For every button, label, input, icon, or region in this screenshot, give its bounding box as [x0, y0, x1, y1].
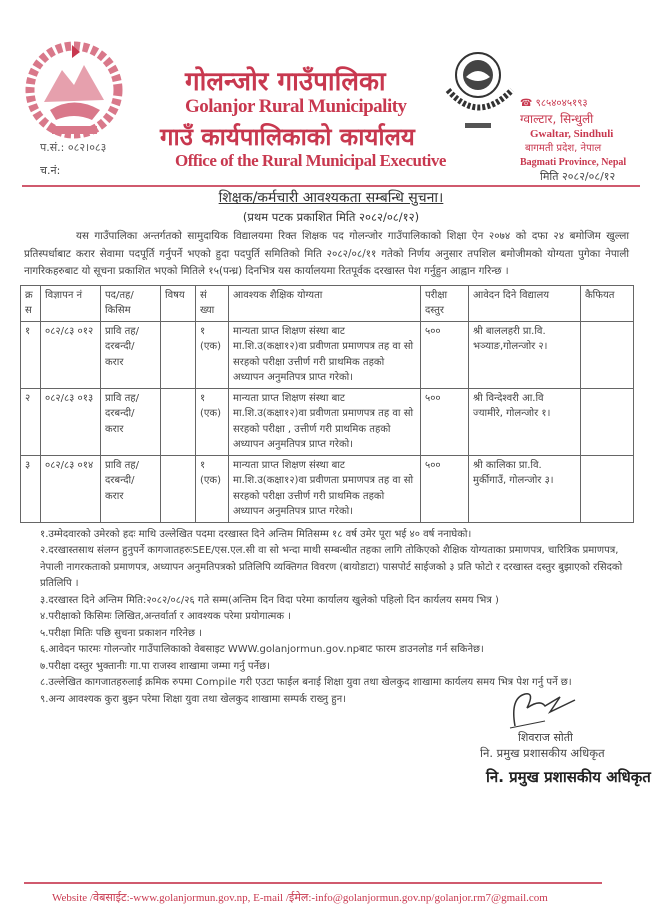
address-np: ग्वाल्टार, सिन्धुली — [520, 112, 594, 126]
table-cell: ०८२/८३ ०१२ — [41, 321, 101, 388]
table-cell: १ — [21, 321, 41, 388]
notes-list — [20, 527, 633, 709]
table-row — [21, 321, 634, 388]
note-item: ३.दरखास्त दिने अन्तिम मिति:२०८२/०८/२६ गते सम्म(अन्तिम दिन विदा परेमा कार्यालय खुलेको पहिलो दिन कार्यलय समय भित्र ) — [40, 594, 499, 606]
column-header: कैफियत — [581, 285, 634, 321]
notice-heading — [0, 189, 662, 207]
table-cell: १ (एक) — [196, 455, 229, 522]
table-row — [21, 388, 634, 455]
table-cell — [161, 321, 196, 388]
table-header-row — [21, 285, 634, 321]
table-cell: श्री बाललहरी प्रा.वि. भञ्याङ,गोलन्जोर २। — [469, 321, 581, 388]
designation-stamp: नि. प्रमुख प्रशासकीय अधिकृत — [486, 768, 651, 786]
phone-number: ☎ ९८५४०४५१९३ — [520, 98, 588, 109]
column-header: आवश्यक शैक्षिक योग्यता — [229, 285, 421, 321]
signatory-title: नि. प्रमुख प्रशासकीय अधिकृत — [480, 746, 605, 760]
column-header: परीक्षा दस्तुर — [421, 285, 469, 321]
table-cell — [161, 455, 196, 522]
table-cell: मान्यता प्राप्त शिक्षण संस्था बाट मा.शि.उ(कक्षा१२)वा प्रवीणता प्रमाणपत्र तह वा सो सरहको परीक्षा , उत्तीर्ण गरी प्राथमिक तहको अध्यापन अनुमतिपत्र प्राप्त गरेको। — [229, 388, 421, 455]
table-cell: प्रावि तह/ दरबन्दी/ करार — [101, 388, 161, 455]
footer-divider — [24, 882, 602, 884]
footer-contact: Website /वेबसाईट:-www.golanjormun.gov.np, E-mail /ईमेल:-info@golanjormun.gov.np/golanjor.rm7@gmail.com — [52, 892, 548, 904]
note-item: ७.परीक्षा दस्तुर भुक्तानीः गा.पा राजस्व शाखामा जम्मा गर्नु पर्नेछ। — [40, 660, 270, 672]
note-item: ५.परीक्षा मितिः पछि सुचना प्रकाशन गरिनेछ । — [40, 627, 202, 639]
province-en: Bagmati Province, Nepal — [520, 157, 627, 168]
notice-subheading: (प्रथम पटक प्रकाशित मिति २०८२/०८/१२) — [242, 210, 420, 224]
reference-number: प.सं.: ०८२।०८३ — [40, 141, 107, 154]
column-header: विषय — [161, 285, 196, 321]
table-cell: मान्यता प्राप्त शिक्षण संस्था बाट मा.शि.उ(कक्षा१२)वा प्रवीणता प्रमाणपत्र तह वा सो सरहको परीक्षा उत्तीर्ण गरी प्राथमिक तहको अध्यापन अनुमतिपत्र प्राप्त गरेको। — [229, 321, 421, 388]
nepal-emblem-logo — [22, 40, 127, 140]
column-header: पद/तह/ किसिम — [101, 285, 161, 321]
table-cell: ०८२/८३ ०१३ — [41, 388, 101, 455]
table-row — [21, 455, 634, 522]
handwritten-signature — [505, 690, 585, 730]
table-cell: ३ — [21, 455, 41, 522]
notice-heading-text: शिक्षक/कर्मचारी आवश्यकता सम्बन्धि सुचना। — [218, 190, 444, 206]
table-cell: मान्यता प्राप्त शिक्षण संस्था बाट मा.शि.उ(कक्षा१२)वा प्रवीणता प्रमाणपत्र तह वा सो सरहको परीक्षा उत्तीर्ण गरी प्राथमिक तहको अध्यापन अनुमतिपत्र प्राप्त गरेको। — [229, 455, 421, 522]
signatory-name: शिवराज सोती — [518, 731, 573, 744]
column-header: विज्ञापन नं — [41, 285, 101, 321]
table-cell — [581, 388, 634, 455]
note-item: २.दरखास्तसाथ संलग्न हुनुपर्ने कागजातहरुःSEE/एस.एल.सी वा सो भन्दा माथी सम्बन्धीत तहका लागि तोकिएको शैक्षिक योग्यताका प्रमाणपत्र, चारित्रिक प्रमाणपत्र, नेपाली नागरकताको प्रमाणपत्र, अध्यापन अनुमतिपत्रको प्रतिलिपि व्यक्तिगत विवरण (बायोडाटा) पासपोर्ट साईजको ३ प्रति फोटो र दरखास्त दस्तुर बुझाएको रसिदको प्रतिलिपि । — [40, 545, 623, 589]
column-header: क्र स — [21, 285, 41, 321]
table-cell: ५०० — [421, 455, 469, 522]
table-cell: श्री विन्देश्वरी आ.वि ज्यामीरे, गोलन्जोर १। — [469, 388, 581, 455]
note-item: ९.अन्य आवश्यक कुरा बुझ्न परेमा शिक्षा युवा तथा खेलकुद शाखामा सम्पर्क राख्नु हुन। — [40, 693, 346, 705]
table-cell: ५०० — [421, 321, 469, 388]
note-item: ६.आवेदन फारमः गोलन्जोर गाउँपालिकाको वेबसाइट WWW.golanjormun.gov.npबाट फारम डाउनलोड गर्न सकिनेछ। — [40, 644, 484, 655]
table-cell: १ (एक) — [196, 388, 229, 455]
municipality-title-np: गोलन्जोर गाउँपालिका — [185, 67, 386, 97]
table-cell — [161, 388, 196, 455]
issue-date: मिति २०८२/०८/१२ — [540, 170, 616, 183]
notice-body — [20, 228, 651, 787]
vacancy-table — [20, 285, 634, 523]
address-en: Gwaltar, Sindhuli — [530, 128, 614, 140]
province-np: बागमती प्रदेश, नेपाल — [525, 143, 602, 154]
note-item: ४.परीक्षाको किसिमः लिखित,अन्तर्वार्ता र आवश्यक परेमा प्रयोगात्मक । — [40, 611, 292, 622]
signature-block — [480, 690, 651, 787]
note-item: १.उम्मेदवारको उमेरको हदः माथि उल्लेखित पदमा दरखास्त दिने अन्तिम मितिसम्म १८ वर्ष उमेर पूरा भई ४० वर्ष ननाघेको। — [40, 528, 472, 540]
office-seal-stamp — [440, 45, 520, 140]
header-divider — [22, 185, 640, 187]
column-header: सं ख्या — [196, 285, 229, 321]
office-title-np: गाउँ कार्यपालिकाको कार्यालय — [160, 123, 415, 151]
table-cell: श्री कालिका प्रा.वि. मुर्कीगाउँ, गोलन्जोर ३। — [469, 455, 581, 522]
table-cell: प्रावि तह/ दरबन्दी/ करार — [101, 321, 161, 388]
table-cell: ०८२/८३ ०१४ — [41, 455, 101, 522]
column-header: आवेदन दिने विद्यालय — [469, 285, 581, 321]
table-cell: १ (एक) — [196, 321, 229, 388]
municipality-title-en: Golanjor Rural Municipality — [185, 96, 407, 117]
note-item: ८.उल्लेखित कागजातहरुलाई क्रमिक रुपमा Compile गरी एउटा फाईल बनाई शिक्षा युवा तथा खेलकुद शाखामा कार्यलय समय भित्र पेश गर्नु पर्ने छ। — [40, 677, 572, 688]
table-cell: ५०० — [421, 388, 469, 455]
table-cell: प्रावि तह/ दरबन्दी/ करार — [101, 455, 161, 522]
table-cell — [581, 455, 634, 522]
dispatch-number: च.नं: — [40, 164, 61, 177]
table-cell — [581, 321, 634, 388]
table-cell: २ — [21, 388, 41, 455]
notice-intro: यस गाउँपालिका अन्तर्गतको सामुदायिक विद्यालयमा रिक्त शिक्षक पद गोलन्जोर गाउँपालिकाको शिक्षा ऐन २०७४ को दफा २४ बमोजिम खुल्ला प्रतिस्पर्धाबाट करार सेवामा पदपूर्ति गर्नुपर्ने भएको हुदा पदपुर्ति समितिको मिति २०८२/०८/११ गतेको निर्णय अनुसार तपशिल बमोजीमको योग्यता पुगेका नेपाली नागरिकहरुबाट यो सूचना प्रकाशित भएको मितिले १५(पन्ध्र) दिनभित्र यस कार्यालयमा रितपूर्वक दरखास्त पेश गर्नुहुन आह्वान गरिन्छ । — [24, 230, 629, 277]
office-title-en: Office of the Rural Municipal Executive — [175, 151, 446, 170]
